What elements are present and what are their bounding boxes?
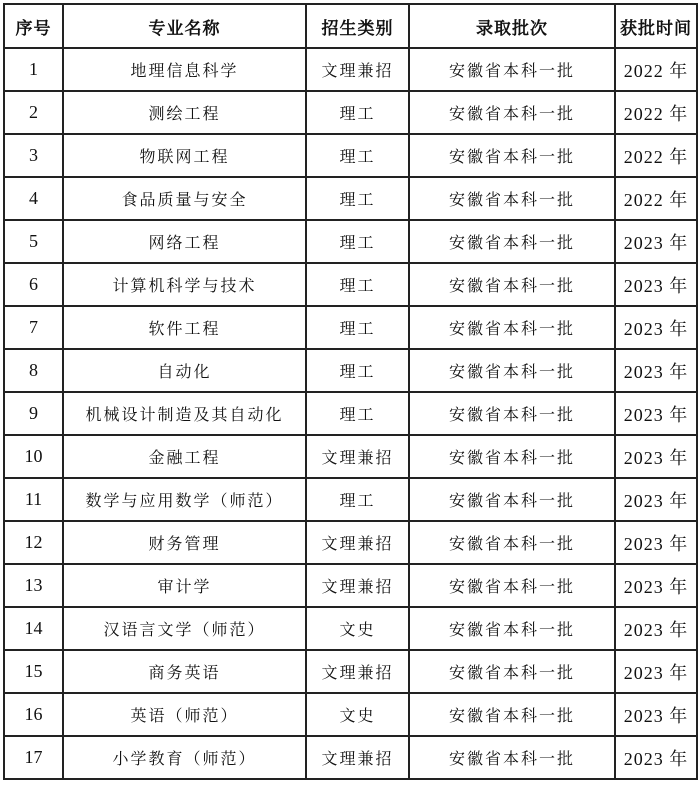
table-row [4, 263, 697, 306]
cell-enrollment-category: 理工 [306, 91, 409, 134]
cell-major-name: 测绘工程 [63, 91, 306, 134]
cell-admission-batch: 安徽省本科一批 [409, 349, 615, 392]
cell-serial: 12 [4, 521, 63, 564]
cell-admission-batch: 安徽省本科一批 [409, 177, 615, 220]
cell-major-name: 商务英语 [63, 650, 306, 693]
table-row [4, 48, 697, 91]
cell-admission-batch: 安徽省本科一批 [409, 263, 615, 306]
header-major-name: 专业名称 [63, 4, 306, 48]
majors-table [3, 3, 698, 780]
cell-approval-time: 2023 年 [615, 392, 697, 435]
cell-enrollment-category: 理工 [306, 478, 409, 521]
cell-serial: 5 [4, 220, 63, 263]
cell-major-name: 软件工程 [63, 306, 306, 349]
cell-approval-time: 2023 年 [615, 521, 697, 564]
cell-serial: 17 [4, 736, 63, 779]
table-row [4, 91, 697, 134]
table-row [4, 521, 697, 564]
cell-approval-time: 2023 年 [615, 220, 697, 263]
cell-enrollment-category: 文理兼招 [306, 48, 409, 91]
cell-enrollment-category: 文史 [306, 693, 409, 736]
table-row [4, 134, 697, 177]
table-row [4, 650, 697, 693]
cell-serial: 2 [4, 91, 63, 134]
majors-table-container [3, 3, 696, 791]
cell-enrollment-category: 文理兼招 [306, 521, 409, 564]
cell-approval-time: 2023 年 [615, 349, 697, 392]
cell-serial: 1 [4, 48, 63, 91]
table-row [4, 478, 697, 521]
cell-admission-batch: 安徽省本科一批 [409, 607, 615, 650]
table-body [4, 48, 697, 779]
table-row [4, 306, 697, 349]
cell-enrollment-category: 文理兼招 [306, 435, 409, 478]
table-row [4, 564, 697, 607]
cell-major-name: 英语（师范） [63, 693, 306, 736]
cell-major-name: 小学教育（师范） [63, 736, 306, 779]
cell-approval-time: 2022 年 [615, 177, 697, 220]
table-row [4, 349, 697, 392]
cell-serial: 15 [4, 650, 63, 693]
cell-admission-batch: 安徽省本科一批 [409, 392, 615, 435]
table-row [4, 736, 697, 779]
cell-admission-batch: 安徽省本科一批 [409, 478, 615, 521]
cell-enrollment-category: 文理兼招 [306, 736, 409, 779]
cell-admission-batch: 安徽省本科一批 [409, 435, 615, 478]
cell-admission-batch: 安徽省本科一批 [409, 650, 615, 693]
cell-admission-batch: 安徽省本科一批 [409, 693, 615, 736]
cell-major-name: 计算机科学与技术 [63, 263, 306, 306]
table-header [4, 4, 697, 48]
cell-serial: 7 [4, 306, 63, 349]
cell-major-name: 财务管理 [63, 521, 306, 564]
header-enrollment-category: 招生类别 [306, 4, 409, 48]
cell-enrollment-category: 理工 [306, 306, 409, 349]
cell-serial: 16 [4, 693, 63, 736]
cell-major-name: 网络工程 [63, 220, 306, 263]
cell-major-name: 物联网工程 [63, 134, 306, 177]
cell-serial: 14 [4, 607, 63, 650]
cell-enrollment-category: 文理兼招 [306, 650, 409, 693]
cell-serial: 13 [4, 564, 63, 607]
cell-approval-time: 2023 年 [615, 435, 697, 478]
cell-enrollment-category: 理工 [306, 349, 409, 392]
table-row [4, 177, 697, 220]
cell-serial: 6 [4, 263, 63, 306]
cell-approval-time: 2022 年 [615, 134, 697, 177]
cell-admission-batch: 安徽省本科一批 [409, 736, 615, 779]
table-row [4, 693, 697, 736]
cell-approval-time: 2023 年 [615, 607, 697, 650]
cell-enrollment-category: 理工 [306, 134, 409, 177]
cell-approval-time: 2022 年 [615, 91, 697, 134]
cell-serial: 10 [4, 435, 63, 478]
cell-major-name: 数学与应用数学（师范） [63, 478, 306, 521]
cell-major-name: 汉语言文学（师范） [63, 607, 306, 650]
header-row [4, 4, 697, 48]
cell-enrollment-category: 理工 [306, 220, 409, 263]
cell-admission-batch: 安徽省本科一批 [409, 134, 615, 177]
cell-approval-time: 2023 年 [615, 263, 697, 306]
cell-admission-batch: 安徽省本科一批 [409, 564, 615, 607]
cell-admission-batch: 安徽省本科一批 [409, 91, 615, 134]
cell-enrollment-category: 文理兼招 [306, 564, 409, 607]
cell-approval-time: 2023 年 [615, 693, 697, 736]
cell-approval-time: 2023 年 [615, 306, 697, 349]
table-row [4, 220, 697, 263]
cell-major-name: 地理信息科学 [63, 48, 306, 91]
cell-enrollment-category: 理工 [306, 177, 409, 220]
cell-major-name: 自动化 [63, 349, 306, 392]
cell-approval-time: 2023 年 [615, 478, 697, 521]
cell-enrollment-category: 理工 [306, 392, 409, 435]
cell-serial: 9 [4, 392, 63, 435]
cell-approval-time: 2023 年 [615, 564, 697, 607]
cell-admission-batch: 安徽省本科一批 [409, 521, 615, 564]
table-row [4, 435, 697, 478]
cell-serial: 8 [4, 349, 63, 392]
cell-admission-batch: 安徽省本科一批 [409, 48, 615, 91]
cell-major-name: 食品质量与安全 [63, 177, 306, 220]
cell-major-name: 机械设计制造及其自动化 [63, 392, 306, 435]
header-approval-time: 获批时间 [615, 4, 697, 48]
cell-serial: 3 [4, 134, 63, 177]
cell-enrollment-category: 理工 [306, 263, 409, 306]
table-row [4, 607, 697, 650]
table-row [4, 392, 697, 435]
header-admission-batch: 录取批次 [409, 4, 615, 48]
cell-admission-batch: 安徽省本科一批 [409, 306, 615, 349]
cell-major-name: 金融工程 [63, 435, 306, 478]
cell-serial: 11 [4, 478, 63, 521]
cell-approval-time: 2023 年 [615, 736, 697, 779]
cell-serial: 4 [4, 177, 63, 220]
cell-approval-time: 2022 年 [615, 48, 697, 91]
cell-enrollment-category: 文史 [306, 607, 409, 650]
header-serial: 序号 [4, 4, 63, 48]
cell-admission-batch: 安徽省本科一批 [409, 220, 615, 263]
cell-major-name: 审计学 [63, 564, 306, 607]
cell-approval-time: 2023 年 [615, 650, 697, 693]
